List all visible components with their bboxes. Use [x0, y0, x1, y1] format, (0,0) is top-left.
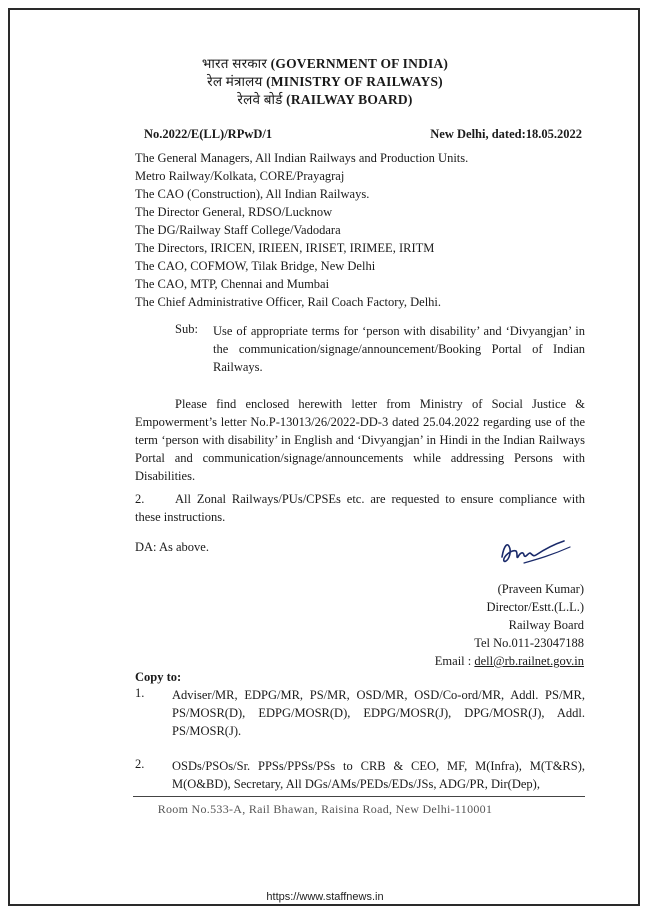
- subject-label: Sub:: [175, 322, 198, 336]
- addressee-line: The DG/Railway Staff College/Vadodara: [135, 223, 341, 237]
- header-line-government: भारत सरकार (GOVERNMENT OF INDIA): [201, 56, 449, 71]
- letter-date: New Delhi, dated:18.05.2022: [430, 127, 582, 141]
- addressee-line: The CAO, COFMOW, Tilak Bridge, New Delhi: [135, 259, 376, 273]
- enclosure-note: DA: As above.: [135, 540, 209, 554]
- copy-item-text: OSDs/PSOs/Sr. PPSs/PPSs/PSs to CRB & CEO, MF, M(Infra), M(T&RS), M(O&BD), Secretary, All DGs/AMs/PEDs/EDs/JSs, ADG/PR, Dir(Dep),: [172, 759, 585, 791]
- addressee-line: The Directors, IRICEN, IRIEEN, IRISET, IRIMEE, IRITM: [135, 241, 435, 255]
- signatory-phone: Tel No.011-23047188: [474, 636, 584, 650]
- reference-number: No.2022/E(LL)/RPwD/1: [144, 127, 273, 141]
- paragraph-number: 2.: [135, 492, 145, 506]
- footer-divider: [133, 796, 585, 797]
- copy-item-number: 1.: [135, 686, 145, 700]
- reference-line: [144, 127, 582, 142]
- email-link[interactable]: dell@rb.railnet.gov.in: [474, 654, 584, 668]
- website-link[interactable]: https://www.staffnews.in: [266, 891, 384, 903]
- copy-to-heading: Copy to:: [135, 670, 182, 684]
- subject-text: Use of appropriate terms for ‘person with disability’ and ‘Divyangjan’ in the communication/signage/announcement/Booking Portal of Indian Railways.: [213, 324, 585, 374]
- body-paragraph-1: Please find enclosed herewith letter from Ministry of Social Justice & Empowerment’s letter No.P-13013/26/2022-DD-3 dated 25.04.2022 regarding use of the term ‘person with disability’ in English and ‘Divyangjan’ in Hindi in the Indian Railways Portal and communication/signage/announcements while addressing Persons with Disabilities.: [135, 397, 585, 483]
- addressee-line: The Director General, RDSO/Lucknow: [135, 205, 333, 219]
- signatory-office: Railway Board: [508, 618, 584, 632]
- addressee-line: The CAO, MTP, Chennai and Mumbai: [135, 277, 330, 291]
- header-line-board: रेलवे बोर्ड (RAILWAY BOARD): [237, 92, 413, 107]
- addressee-line: Metro Railway/Kolkata, CORE/Prayagraj: [135, 169, 345, 183]
- copy-item-number: 2.: [135, 757, 145, 771]
- addressee-line: The CAO (Construction), All Indian Railways.: [135, 187, 370, 201]
- signatory-email: Email : dell@rb.railnet.gov.in: [434, 654, 584, 668]
- signature-image: [490, 527, 580, 575]
- signatory-name: (Praveen Kumar): [497, 582, 584, 596]
- addressee-line: The General Managers, All Indian Railways and Production Units.: [135, 151, 469, 165]
- header-line-ministry: रेल मंत्रालय (MINISTRY OF RAILWAYS): [207, 74, 443, 89]
- body-paragraph-2: [135, 490, 585, 526]
- paragraph-text: All Zonal Railways/PUs/CPSEs etc. are requested to ensure compliance with these instructions.: [135, 492, 585, 524]
- signatory-designation: Director/Estt.(L.L.): [486, 600, 584, 614]
- footer-address: Room No.533-A, Rail Bhawan, Raisina Road, New Delhi-110001: [157, 802, 493, 816]
- addressee-line: The Chief Administrative Officer, Rail Coach Factory, Delhi.: [135, 295, 442, 309]
- copy-item-text: Adviser/MR, EDPG/MR, PS/MR, OSD/MR, OSD/Co-ord/MR, Addl. PS/MR, PS/MOSR(D), EDPG/MOSR(D), EDPG/MOSR(J), DPG/MOSR(J), Addl. PS/MOSR(J).: [172, 688, 585, 738]
- signatory-block: [364, 582, 584, 672]
